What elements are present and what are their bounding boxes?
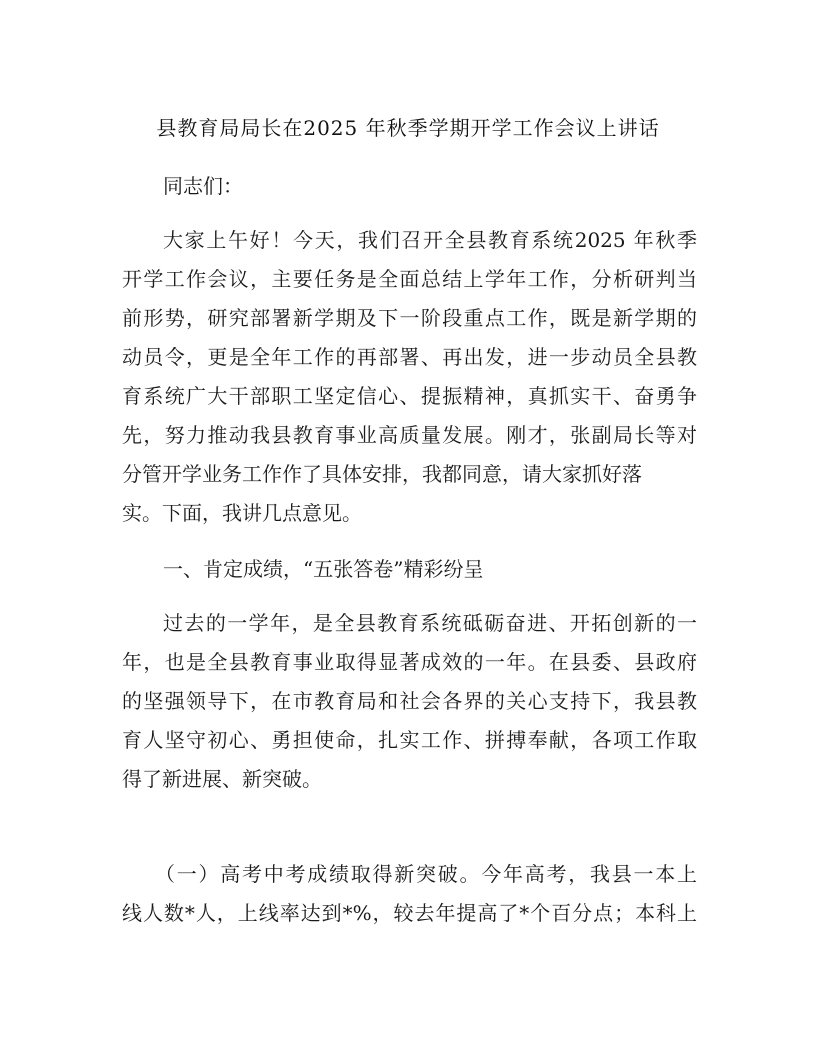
paragraph-line: 先，努力推动我县教育事业高质量发展。刚才，张副局长等对 bbox=[122, 423, 697, 447]
paragraph-line: 大家上午好！今天，我们召开全县教育系统2025 年秋季 bbox=[163, 228, 697, 252]
subsection-line: （一）高考中考成绩取得新突破。今年高考，我县一本上 bbox=[155, 862, 697, 886]
paragraph-line: 动员令，更是全年工作的再部署、再出发，进一步动员全县教 bbox=[122, 345, 697, 369]
salutation: 同志们： bbox=[163, 174, 243, 198]
paragraph-line: 育系统广大干部职工坚定信心、提振精神，真抓实干、奋勇争 bbox=[122, 384, 697, 408]
paragraph-line: 的坚强领导下，在市教育局和社会各界的关心支持下，我县教 bbox=[122, 689, 697, 713]
paragraph-line: 实。下面，我讲几点意见。 bbox=[122, 501, 362, 525]
section-heading: 一、肯定成绩，“五张答卷”精彩纷呈 bbox=[163, 557, 484, 581]
paragraph-line: 前形势，研究部署新学期及下一阶段重点工作，既是新学期的 bbox=[122, 306, 697, 330]
paragraph-line: 过去的一学年，是全县教育系统砥砺奋进、开拓创新的一 bbox=[163, 611, 697, 635]
paragraph-line: 分管开学业务工作作了具体安排，我都同意，请大家抓好落 bbox=[122, 462, 642, 486]
paragraph-line: 得了新进展、新突破。 bbox=[122, 767, 322, 791]
document-title: 县教育局局长在2025 年秋季学期开学工作会议上讲话 bbox=[156, 116, 660, 140]
paragraph-line: 开学工作会议，主要任务是全面总结上学年工作，分析研判当 bbox=[122, 267, 697, 291]
paragraph-line: 育人坚守初心、勇担使命，扎实工作、拼搏奉献，各项工作取 bbox=[122, 728, 697, 752]
paragraph-line: 线人数*人，上线率达到*%，较去年提高了*个百分点；本科上 bbox=[122, 901, 697, 925]
paragraph-line: 年，也是全县教育事业取得显著成效的一年。在县委、县政府 bbox=[122, 650, 697, 674]
